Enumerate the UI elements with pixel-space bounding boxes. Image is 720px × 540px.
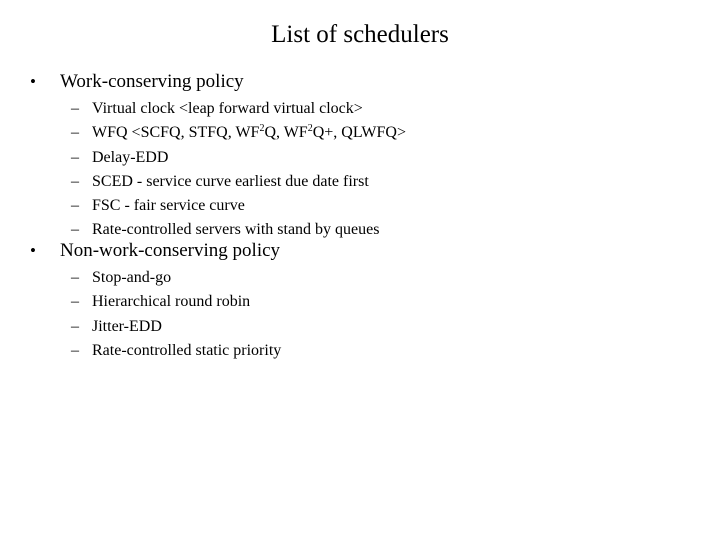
section-work-conserving bbox=[0, 67, 720, 243]
list-item bbox=[0, 339, 720, 363]
dash-icon: – bbox=[71, 317, 79, 335]
list-item bbox=[0, 97, 720, 121]
section-non-work-conserving bbox=[0, 236, 720, 363]
dash-icon: – bbox=[71, 148, 79, 166]
dash-icon: – bbox=[71, 269, 79, 286]
list-item bbox=[0, 170, 720, 194]
scheduler-list bbox=[0, 97, 720, 243]
section-heading-row bbox=[0, 236, 720, 266]
list-item-label: Jitter-EDD bbox=[92, 317, 162, 335]
section-heading: Work-conserving policy bbox=[60, 71, 244, 92]
list-item-label: Rate-controlled static priority bbox=[92, 341, 282, 359]
list-item-label: Rate-controlled servers with stand by queues bbox=[92, 221, 380, 239]
wfq-prefix: WFQ <SCFQ, STFQ, WF bbox=[92, 124, 260, 142]
dash-icon: – bbox=[71, 221, 79, 239]
superscript: 2 bbox=[259, 123, 265, 135]
list-item bbox=[0, 290, 720, 314]
list-item bbox=[0, 146, 720, 170]
list-item-label: FSC - fair service curve bbox=[92, 197, 245, 215]
list-item-label-wfq bbox=[92, 121, 406, 145]
scheduler-list bbox=[0, 266, 720, 363]
list-item-label: Hierarchical round robin bbox=[92, 293, 251, 311]
bullet-icon: • bbox=[30, 241, 36, 260]
wfq-suffix: Q+, QLWFQ> bbox=[312, 124, 406, 142]
dash-icon: – bbox=[71, 197, 79, 215]
section-heading-row bbox=[0, 67, 720, 97]
bullet-icon: • bbox=[30, 72, 36, 91]
list-item bbox=[0, 194, 720, 218]
slide-title: List of schedulers bbox=[271, 21, 449, 48]
dash-icon: – bbox=[71, 124, 79, 142]
list-item-label: Virtual clock <leap forward virtual clock> bbox=[92, 100, 363, 117]
list-item bbox=[0, 266, 720, 290]
list-item-label: SCED - service curve earliest due date first bbox=[92, 172, 369, 190]
list-item bbox=[0, 121, 720, 145]
list-item bbox=[0, 315, 720, 339]
dash-icon: – bbox=[71, 172, 79, 190]
superscript: 2 bbox=[307, 123, 313, 135]
dash-icon: – bbox=[71, 341, 79, 359]
wfq-middle: Q, WF bbox=[264, 124, 308, 142]
section-heading: Non-work-conserving policy bbox=[60, 240, 281, 261]
dash-icon: – bbox=[71, 293, 79, 311]
dash-icon: – bbox=[71, 100, 79, 117]
list-item-label: Delay-EDD bbox=[92, 148, 169, 166]
list-item-label: Stop-and-go bbox=[92, 269, 172, 286]
